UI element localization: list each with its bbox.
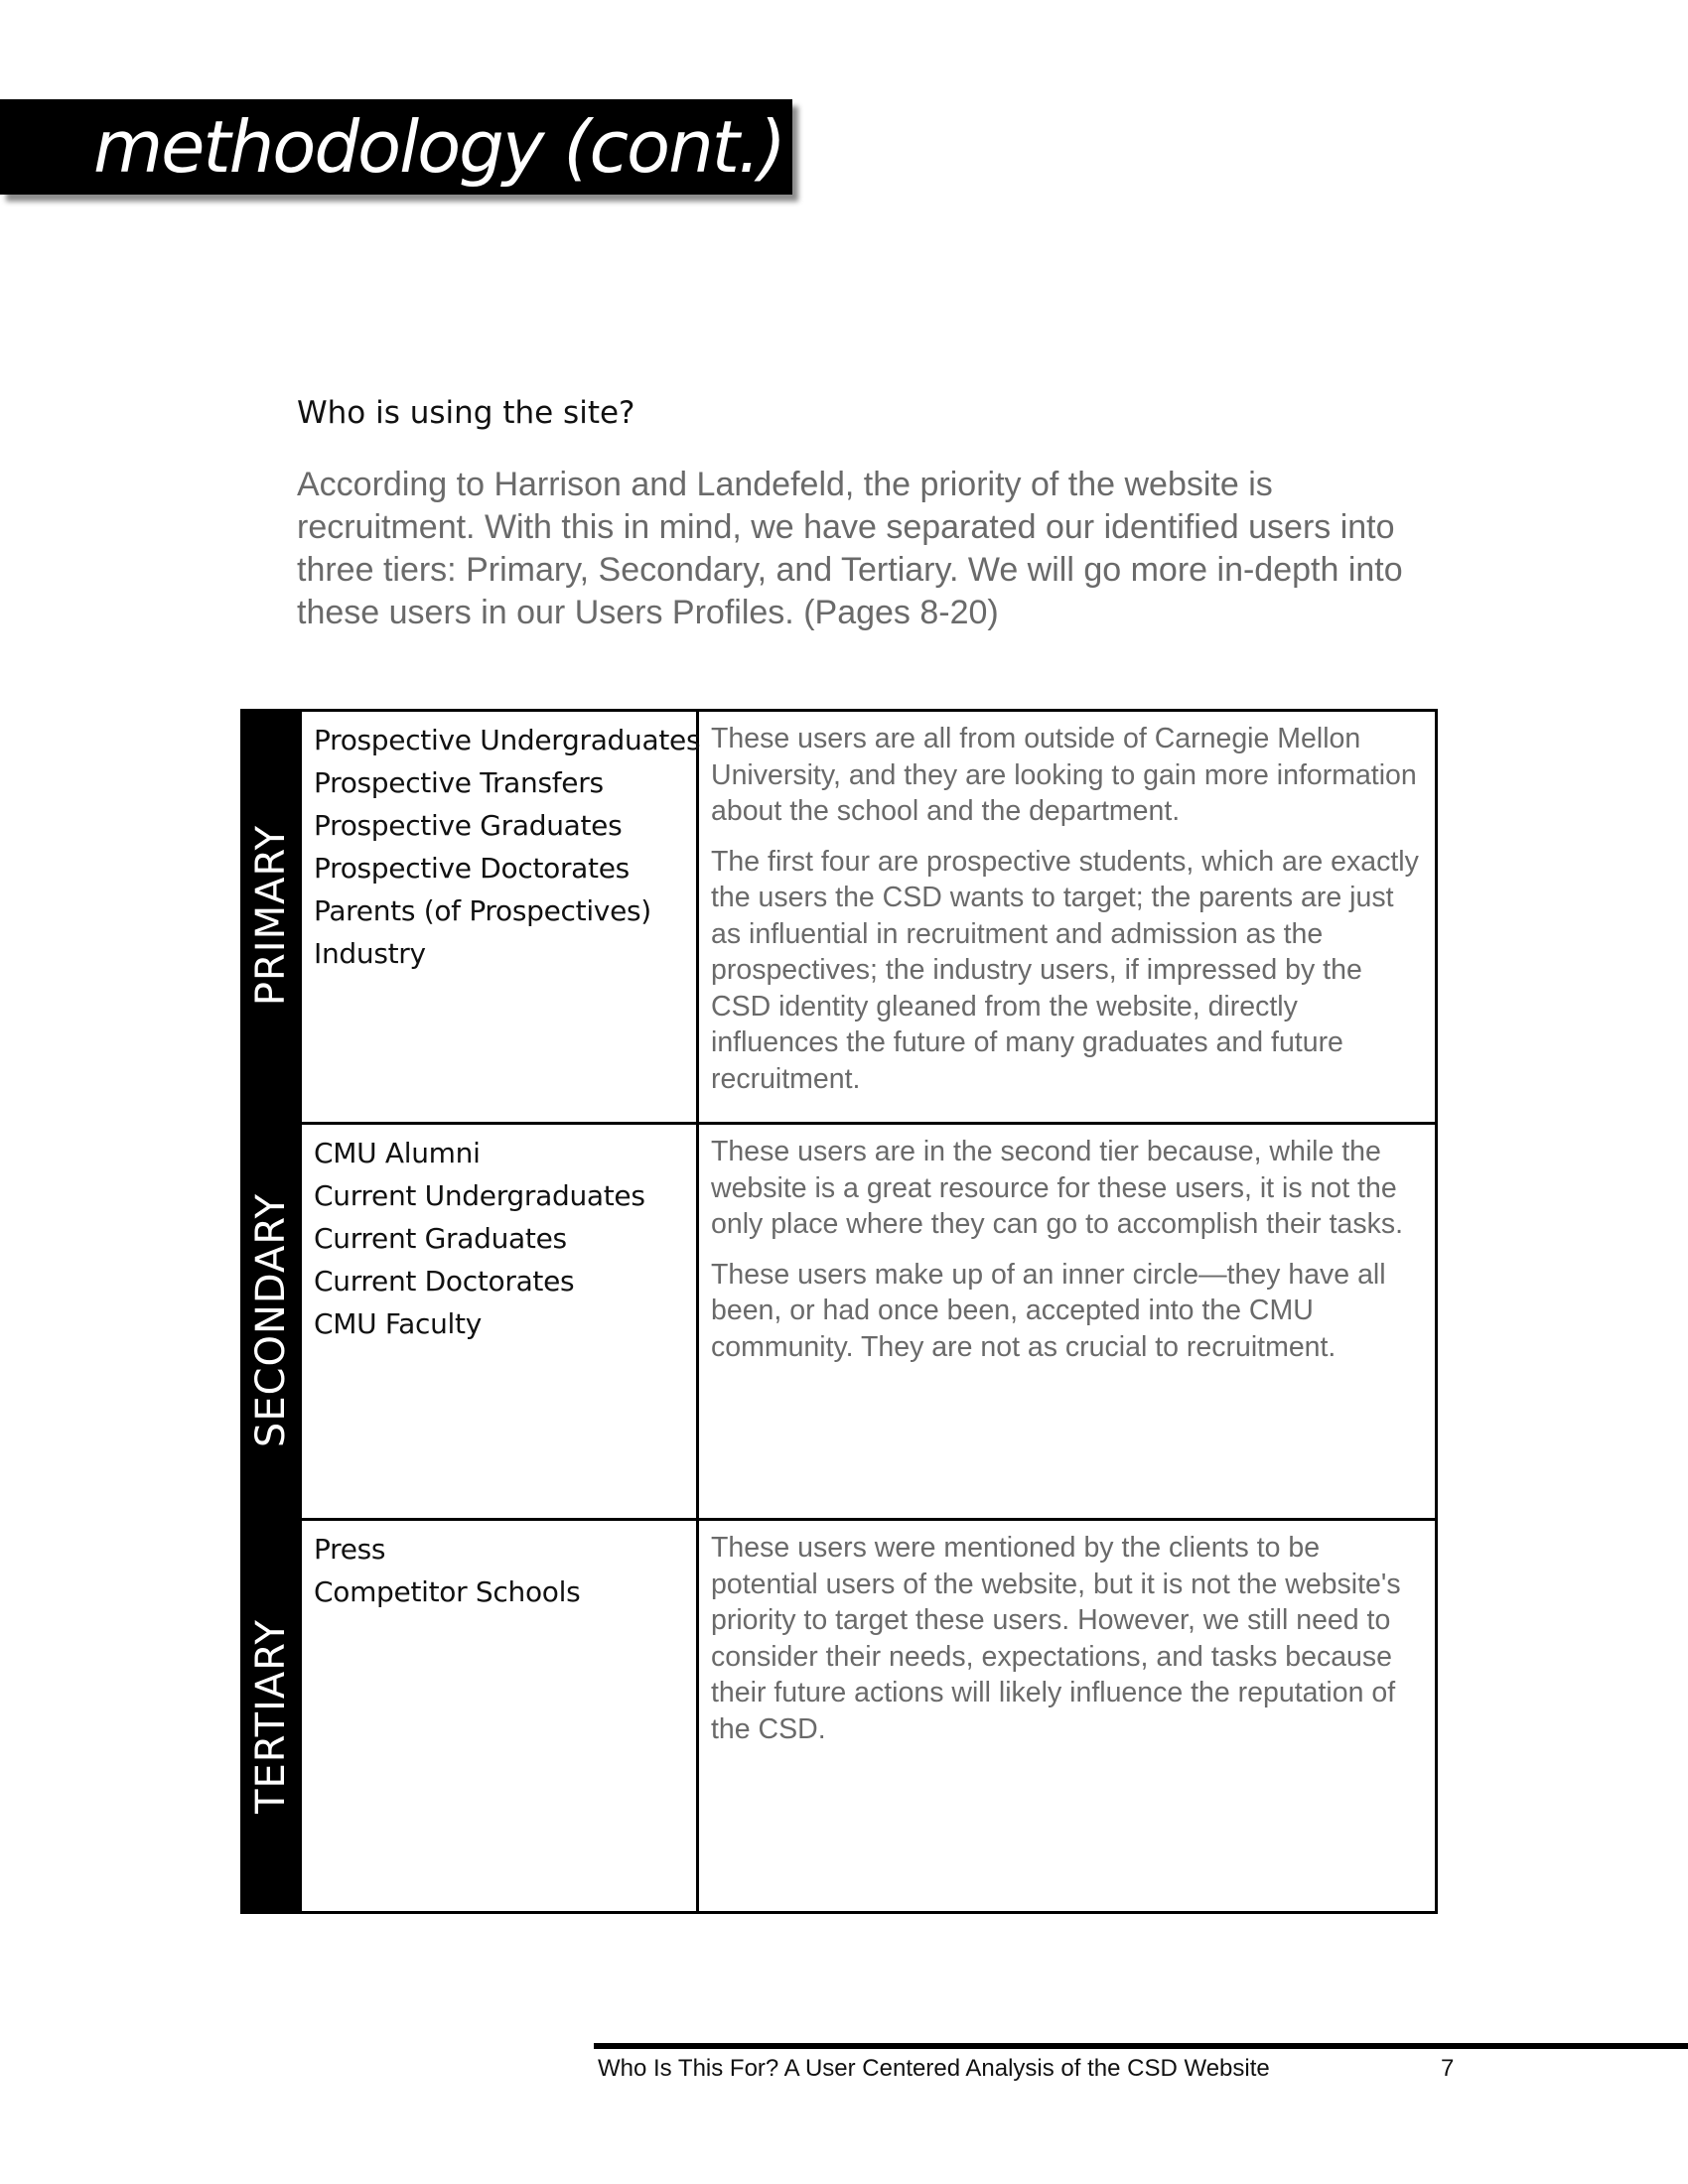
page-title: methodology (cont.) [93, 105, 784, 189]
description-paragraph: These users make up of an inner circle—they have all been, or had once been, accepted into the CMU community. They are not as crucial to recruitment. [711, 1258, 1386, 1363]
user-list [314, 719, 701, 975]
user-item: Prospective Graduates [314, 809, 623, 842]
description-paragraph: These users are in the second tier because, while the website is a great resource for these users, it is not the only place where they can go to accomplish their tasks. [711, 1136, 1404, 1240]
user-item: Press [314, 1533, 386, 1566]
tier-label-column [240, 709, 302, 1122]
user-list [314, 1528, 696, 1613]
table-bottom-rule [240, 1911, 1438, 1914]
description-cell [699, 1122, 1438, 1518]
tier-primary [240, 709, 1438, 1122]
user-item: Prospective Doctorates [314, 852, 630, 885]
user-item: Industry [314, 937, 426, 970]
footer-document-title: Who Is This For? A User Centered Analysis of the CSD Website [598, 2055, 1270, 2082]
section-heading: Who is using the site? [297, 395, 635, 431]
user-item: Parents (of Prospectives) [314, 894, 651, 927]
user-item: Current Undergraduates [314, 1179, 645, 1212]
tier-label: SECONDARY [248, 1192, 294, 1447]
user-item: CMU Alumni [314, 1137, 481, 1169]
users-cell [302, 709, 699, 1122]
description-paragraph: These users are all from outside of Carnegie Mellon University, and they are looking to gain more information about the school and the department. [711, 723, 1417, 827]
user-item: Current Graduates [314, 1222, 567, 1255]
user-item: Current Doctorates [314, 1265, 575, 1297]
tier-label: PRIMARY [248, 824, 294, 1007]
users-cell [302, 1518, 699, 1914]
section-title-bar [0, 99, 792, 195]
description-paragraph: These users were mentioned by the clients to be potential users of the website, but it is not the website's priority to target these users. However, we still need to consider their needs, expectations, and tasks because their future actions will likely influence the reputation of the CSD. [711, 1532, 1401, 1745]
footer-rule [594, 2043, 1688, 2049]
user-item: Competitor Schools [314, 1575, 581, 1608]
description-cell [699, 1518, 1438, 1914]
user-item: CMU Faculty [314, 1307, 482, 1340]
user-tiers-table [240, 709, 1438, 1914]
user-item: Prospective Transfers [314, 766, 604, 799]
description-cell [699, 709, 1438, 1122]
users-cell [302, 1122, 699, 1518]
tier-label-column [240, 1122, 302, 1518]
tier-secondary [240, 1122, 1438, 1518]
user-list [314, 1132, 696, 1345]
intro-paragraph: According to Harrison and Landefeld, the priority of the website is recruitment. With this in mind, we have separated our identified users into three tiers: Primary, Secondary, and Tertiary. We will go more in-depth into these users in our Users Profiles. (Pages 8-20) [297, 466, 1403, 631]
description-paragraph: The first four are prospective students, which are exactly the users the CSD wants to target; the parents are just as influential in recruitment and admission as the prospectives; the industry users, if impressed by the CSD identity gleaned from the website, directly influences the future of many graduates and future recruitment. [711, 845, 1419, 1095]
tier-label-column [240, 1518, 302, 1914]
tier-label: TERTIARY [248, 1618, 294, 1814]
user-item: Prospective Undergraduates [314, 724, 701, 756]
page-number: 7 [1441, 2055, 1455, 2082]
tier-tertiary [240, 1518, 1438, 1914]
